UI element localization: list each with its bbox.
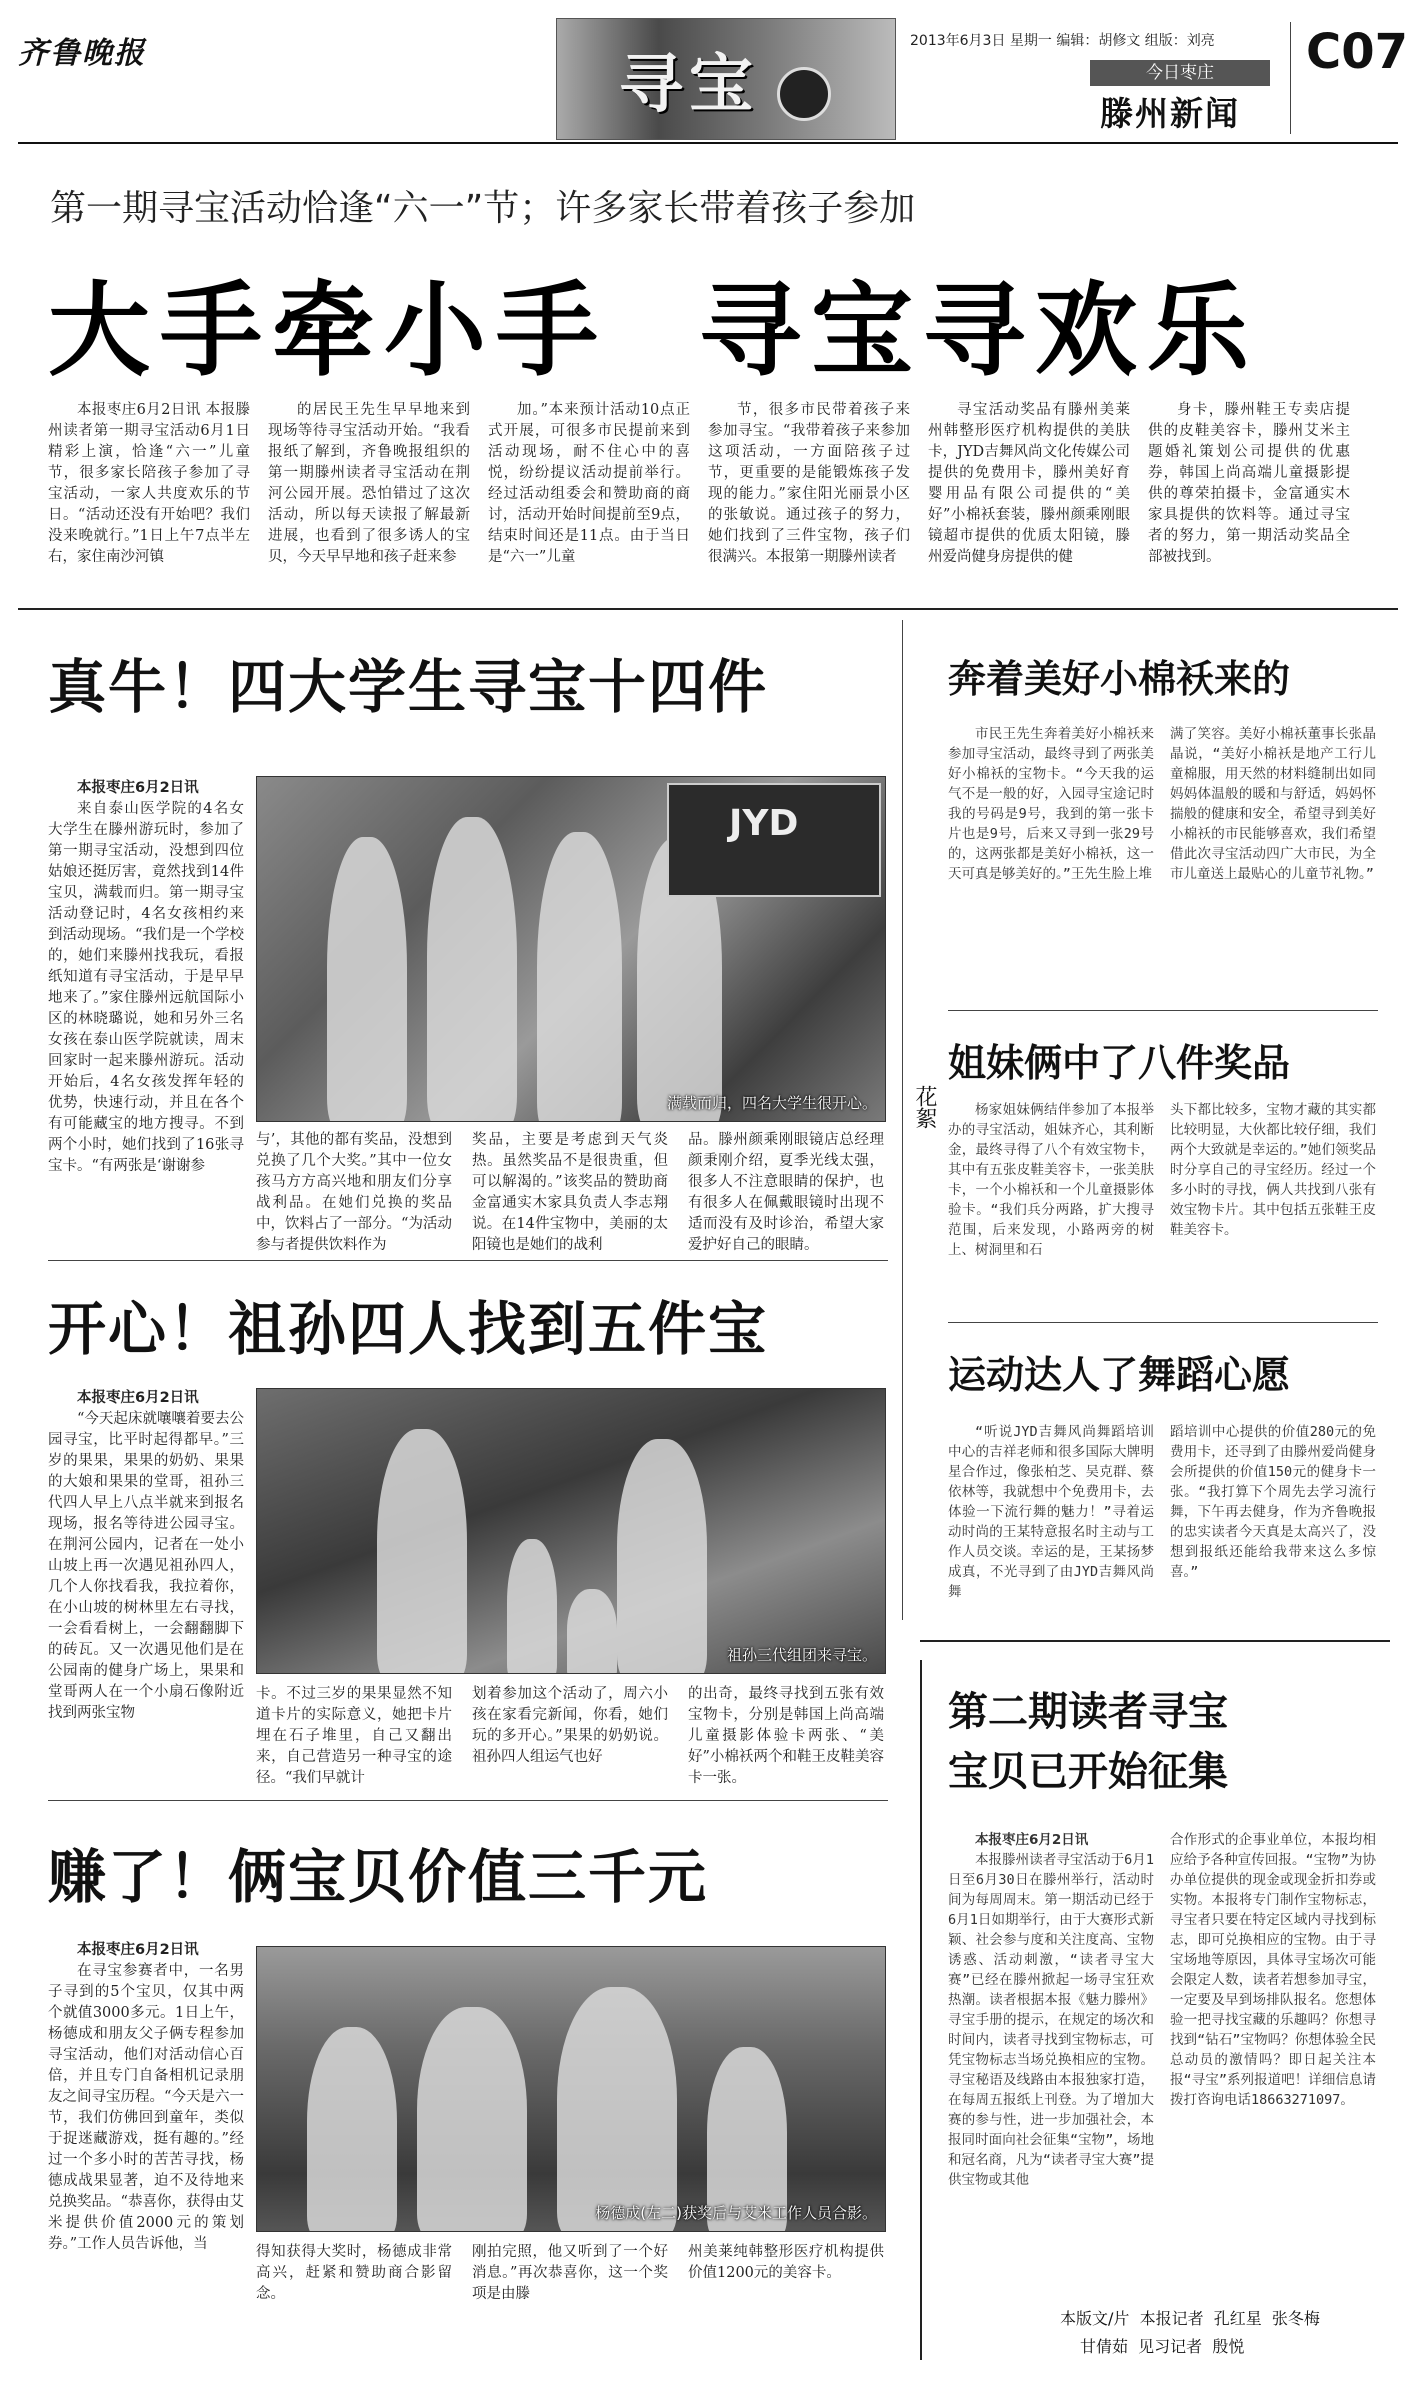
story1-photo-caption: 满载而归，四名大学生很开心。: [666, 1094, 877, 1112]
lead-col-3: 加。”本来预计活动10点正式开展，可很多市民提前来到活动现场，耐不住心中的喜悦，纷纷提议活动提前举行。经过活动组委会和赞助商的商讨，活动开始时间提前至9点，结束时间还是11点。由于当日是“六一”儿童: [488, 402, 690, 565]
lead-col-2: 的居民王先生早早地来到现场等待寻宝活动开始。“我看报纸了解到，齐鲁晚报组织的第一期滕州读者寻宝活动在荆河公园开展。恐怕错过了这次活动，所以每天读报了解最新进展，也看到了很多诱人的宝贝，今天早早地和孩子赶来参: [268, 402, 470, 565]
story3-bottom-col-1: 得知获得大奖时，杨德成非常高兴，赶紧和赞助商合影留念。: [256, 2244, 452, 2302]
sidebar-item-3-col-2: 蹈培训中心提供的价值280元的免费用卡，还寻到了由滕州爱尚健身会所提供的价值150元的健身卡一张。“我打算下个周先去学习流行舞，下午再去健身，作为齐鲁晚报的忠实读者今天真是太高兴了，没想到报纸还能给我带来这么多惊喜。”: [1170, 1424, 1376, 1580]
sidebar-item-1-col-1: 市民王先生奔着美好小棉袄来参加寻宝活动，最终寻到了两张美好小棉袄的宝物卡。“今天我的运气不是一般的好，入园寻宝途记时我的号码是9号，我到的第一张卡片也是9号，后来又寻到一张29号的，这两张都是美好小棉袄，这一天可真是够美好的。”王先生脸上堆: [948, 726, 1154, 882]
section-name: 滕州新闻: [1100, 94, 1240, 133]
story2-bottom-col-1: 卡。不过三岁的果果显然不知道卡片的实际意义，她把卡片埋在石子堆里，自己又翻出来，自己营造另一种寻宝的途径。“我们早就计: [256, 1686, 452, 1786]
banner-text: 寻宝: [619, 48, 759, 122]
call-dateline: 本报枣庄6月2日讯: [975, 1832, 1089, 1848]
story2-photo: [256, 1388, 886, 1674]
masthead-rule: [18, 142, 1398, 144]
story1-bottom-col-1: 与’，其他的都有奖品，没想到兑换了几个大奖。”其中一位女孩马方方高兴地和朋友们分享战利品。在她们兑换的奖品中，饮料占了一部分。“为活动参与者提供饮料作为: [256, 1132, 452, 1253]
masthead-divider: [1290, 22, 1291, 134]
banner-graphic: [556, 18, 896, 140]
story1-bottom-col-2: 奖品，主要是考虑到天气炎热。虽然奖品不是很贵重，但可以解渴的。”该奖品的赞助商金富通实木家具负责人李志翔说。在14件宝物中，美丽的太阳镜也是她们的战利: [472, 1132, 668, 1253]
paper-name: 齐鲁晚报: [18, 36, 146, 71]
lead-headline: 大手牵小手 寻宝寻欢乐: [48, 272, 1260, 391]
sidebar-item-2-col-2: 头下都比较多，宝物才藏的其实都比较明显，大伙都比较仔细，我们两个大致就是幸运的。”她们领奖品时分享自己的寻宝经历。经过一个多小时的寻找，俩人共找到八张有效宝物卡片。其中包括五张鞋王皮鞋美容卡。: [1170, 1102, 1376, 1238]
sidebar-item-3-col-1: “听说JYD吉舞风尚舞蹈培训中心的吉祥老师和很多国际大牌明星合作过，像张柏芝、吴克群、蔡依林等，我就想中个免费用卡，去体验一下流行舞的魅力！”寻着运动时尚的王某特意报名时主动与工作人员交谈。幸运的是，王某扬梦成真，不光寻到了由JYD吉舞风尚舞: [948, 1424, 1154, 1600]
sidebar-rule-2: [948, 1322, 1378, 1323]
story1-dateline: 本报枣庄6月2日讯: [77, 780, 199, 796]
credits-line-2: 甘倩茹 见习记者 殷悦: [1080, 2337, 1245, 2356]
date-line: 2013年6月3日 星期一 编辑：胡修文 组版：刘亮: [910, 33, 1215, 49]
call-col-1: 本报枣庄6月2日讯 本报滕州读者寻宝活动于6月1日至6月30日在滕州举行，活动时间为每周周末。第一期活动已经于6月1日如期举行，由于大赛形式新颖、社会参与度和关注度高、宝物诱惑、活动刺激，“读者寻宝大赛”已经在滕州掀起一场寻宝狂欢热潮。读者根据本报《魅力滕州》寻宝手册的提示，在规定的场次和时间内，读者寻找到宝物标志，可凭宝物标志当场兑换相应的宝物。寻宝秘语及线路由本报独家打造，在每周五报纸上刊登。为了增加大赛的参与性，进一步加强社会，本报同时面向社会征集“宝物”，场地和冠名商，凡为“读者寻宝大赛”提供宝物或其他: [948, 1832, 1154, 2188]
jyd-sign: [667, 783, 881, 897]
lead-col-1: 本报枣庄6月2日讯 本报滕州读者第一期寻宝活动6月1日精彩上演，恰逢“六一”儿童节，很多家长陪孩子参加了寻宝活动，一家人共度欢乐的节日。“活动还没有开始吧？我们没来晚就行。”1日上午7点半左右，家住南沙河镇: [48, 402, 250, 565]
sidebar-rule-3: [920, 1640, 1390, 1642]
lead-col-5: 寻宝活动奖品有滕州美莱州韩整形医疗机构提供的美肤卡，JYD吉舞风尚文化传媒公司提供的免费用卡，滕州美好育婴用品有限公司提供的“美好”小棉袄套装，滕州颜乘刚眼镜超市提供的优质太阳镜，滕州爱尚健身房提供的健: [928, 402, 1130, 565]
story1-col-left: 本报枣庄6月2日讯 来自泰山医学院的4名女大学生在滕州游玩时，参加了第一期寻宝活动，没想到四位姑娘还挺厉害，竟然找到14件宝贝，满载而归。第一期寻宝活动登记时，4名女孩相约来到活动现场。“我们是一个学校的，她们来滕州找我玩，看报纸知道有寻宝活动，于是早早地来了。”家住滕州远航国际小区的林晓璐说，她和另外三名女孩在泰山医学院就读，周末回家时一起来滕州游玩。活动开始后，4名女孩发挥年轻的优势，快速行动，并且在各个有可能藏宝的地方搜寻。不到两个小时，她们找到了16张寻宝卡。“有两张是‘谢谢参: [48, 780, 244, 1174]
sidebar-rule-1: [948, 1010, 1378, 1011]
story1-bottom-col-3: 品。滕州颜乘刚眼镜店总经理颜秉刚介绍，夏季光线太强，很多人不注意眼睛的保护，也有很多人在佩戴眼镜时出现不适而没有及时诊治，希望大家爱护好自己的眼睛。: [688, 1132, 884, 1253]
story2-col-left: 本报枣庄6月2日讯 “今天起床就嚷嚷着要去公园寻宝，比平时起得都早。”三岁的果果，果果的奶奶、果果的大娘和果果的堂哥，祖孙三代四人早上八点半就来到报名现场，报名等待进公园寻宝。在荆河公园内，记者在一处小山坡上再一次遇见祖孙四人，几个人你找看我，我拉着你，在小山坡的树林里左右寻找，一会看看树上，一会翻翻脚下的砖瓦。又一次遇见他们是在公园南的健身广场上，果果和堂哥两人在一个小扇石像附近找到两张宝物: [48, 1390, 244, 1721]
call-title-line-2: 宝贝已开始征集: [948, 1749, 1228, 1795]
lead-rule: [18, 608, 1398, 610]
story2-rule: [48, 1800, 888, 1801]
sidebar-item-1-title: 奔着美好小棉袄来的: [948, 657, 1291, 701]
story2-dateline: 本报枣庄6月2日讯: [77, 1390, 199, 1406]
call-title-line-1: 第二期读者寻宝: [948, 1689, 1228, 1735]
sidebar-label: 花絮: [912, 1085, 937, 1129]
sidebar-item-1-col-2: 满了笑容。美好小棉袄董事长张晶晶说，“美好小棉袄是地产工行儿童棉服，用天然的材料缝制出如同妈妈体温般的暖和与舒适，妈妈怀揣般的健康和安全，希望寻到美好小棉袄的市民能够喜欢，我们希望借此次寻宝活动四广大市民，为全市儿童送上最贴心的儿童节礼物。”: [1170, 726, 1376, 882]
story3-headline: 赚了！俩宝贝价值三千元: [48, 1843, 709, 1911]
sidebar-divider: [902, 620, 903, 1620]
jyd-sign-text: JYD: [729, 803, 799, 844]
story3-photo: [256, 1946, 886, 2232]
sidebar-item-3-title: 运动达人了舞蹈心愿: [948, 1353, 1291, 1397]
story1-rule: [48, 1260, 888, 1261]
story1-headline: 真牛！四大学生寻宝十四件: [48, 653, 769, 721]
lead-col-6: 身卡，滕州鞋王专卖店提供的皮鞋美容卡，滕州艾米主题婚礼策划公司提供的优惠券，韩国上尚高端儿童摄影提供的尊荣拍摄卡，金富通实木家具提供的饮料等。通过寻宝者的努力，第一期活动奖品全部被找到。: [1148, 402, 1350, 565]
story3-bottom-col-2: 刚拍完照，他又听到了一个好消息。”再次恭喜你，这一个奖项是由滕: [472, 2244, 668, 2302]
page-code: C07: [1306, 24, 1409, 80]
call-box-border: [920, 1660, 922, 2360]
section-tag: 今日枣庄: [1090, 60, 1270, 86]
story2-headline: 开心！祖孙四人找到五件宝: [48, 1295, 769, 1363]
sidebar-item-2-title: 姐妹俩中了八件奖品: [948, 1041, 1291, 1085]
story3-photo-caption: 杨德成(左二)获奖后与艾米工作人员合影。: [595, 2204, 877, 2222]
story3-col-left: 本报枣庄6月2日讯 在寻宝参赛者中，一名男子寻到的5个宝贝，仅其中两个就值3000多元。1日上午，杨德成和朋友父子俩专程参加寻宝活动，他们对活动信心百倍，并且专门自备相机记录朋友之间寻宝历程。“今天是六一节，我们仿佛回到童年，类似于捉迷藏游戏，挺有趣的。”经过一个多小时的苦苦寻找，杨德成战果显著，迫不及待地来兑换奖品。“恭喜你，获得由艾米提供价值2000元的策划券。”工作人员告诉他，当: [48, 1942, 244, 2252]
lead-col-4: 节，很多市民带着孩子来参加寻宝。“我带着孩子来参加这项活动，一方面陪孩子过节，更重要的是能锻炼孩子发现的能力。”家住阳光丽景小区的张敏说。通过孩子的努力，她们找到了三件宝物，孩子们很满兴。本报第一期滕州读者: [708, 402, 910, 565]
call-col-2: 合作形式的企事业单位，本报均相应给予各种宣传回报。“宝物”为协办单位提供的现金或现金折扣券或实物。本报将专门制作宝物标志，寻宝者只要在特定区域内寻找到标志，即可兑换相应的宝物。由于寻宝场地等原因，具体寻宝场次可能会限定人数，读者若想参加寻宝，一定要及早到场排队报名。您想体验一把寻找宝藏的乐趣吗？你想寻找到“钻石”宝物吗？你想体验全民总动员的激情吗？即日起关注本报“寻宝”系列报道吧！详细信息请拨打咨询电话18663271097。: [1170, 1832, 1376, 2108]
story2-photo-caption: 祖孙三代组团来寻宝。: [726, 1646, 877, 1664]
story3-bottom-col-3: 州美莱纯韩整形医疗机构提供价值1200元的美容卡。: [688, 2244, 884, 2281]
story2-bottom-col-2: 划着参加这个活动了，周六小孩在家看完新闻，你看，她们玩的多开心。”果果的奶奶说。祖孙四人组运气也好: [472, 1686, 668, 1765]
story1-photo: [256, 776, 886, 1122]
story3-dateline: 本报枣庄6月2日讯: [77, 1942, 199, 1958]
story2-bottom-col-3: 的出奇，最终寻找到五张有效宝物卡，分别是韩国上尚高端儿童摄影体验卡两张、“美好”小棉袄两个和鞋王皮鞋美容卡一张。: [688, 1686, 884, 1786]
sidebar-item-2-col-1: 杨家姐妹俩结伴参加了本报举办的寻宝活动，姐妹齐心，其利断金，最终寻得了八个有效宝物卡，其中有五张皮鞋美容卡，一张美肤卡，一个小棉袄和一个儿童摄影体验卡。“我们兵分两路，扩大搜寻范围，后来发现，小路两旁的树上、树洞里和石: [948, 1102, 1154, 1258]
lead-kicker: 第一期寻宝活动恰逢“六一”节；许多家长带着孩子参加: [50, 188, 916, 229]
key-icon: [777, 67, 831, 121]
credits-line-1: 本版文/片 本报记者 孔红星 张冬梅: [1060, 2309, 1320, 2328]
